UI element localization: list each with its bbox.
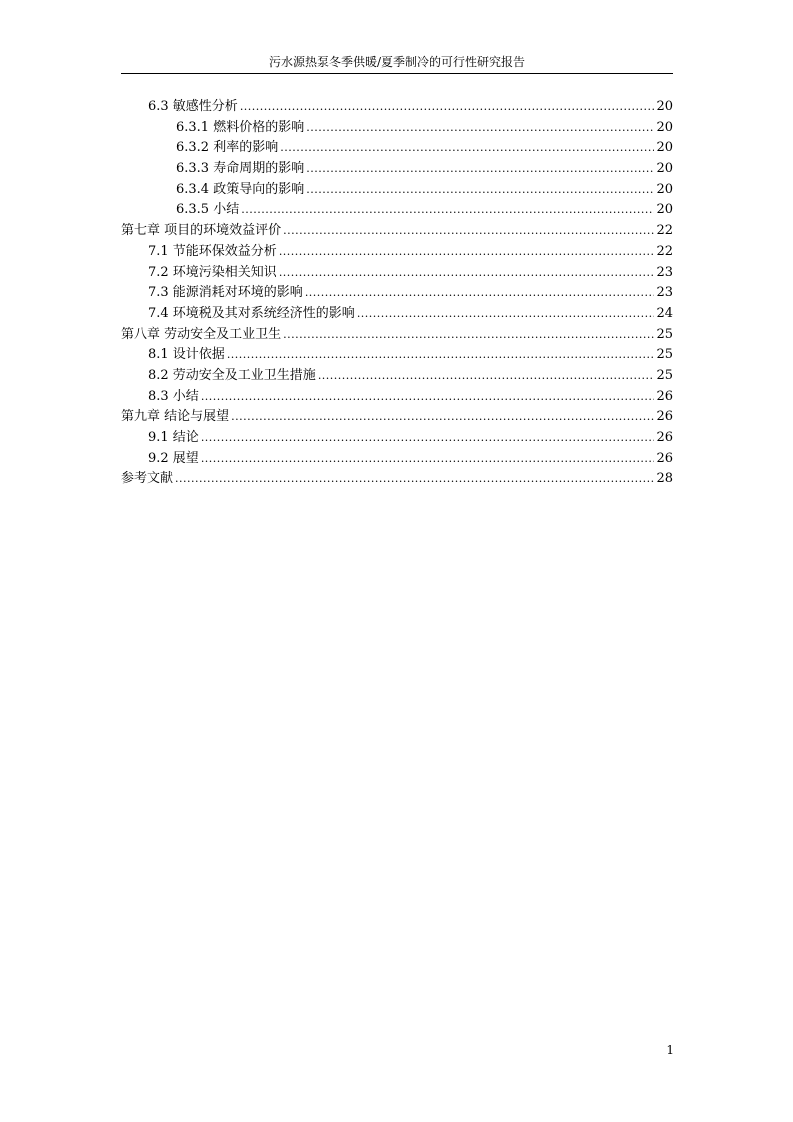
toc-entry-title: 7.4 环境税及其对系统经济性的影响 bbox=[148, 305, 355, 321]
toc-entry-page: 25 bbox=[656, 326, 673, 342]
toc-dot-leader bbox=[231, 407, 654, 428]
running-header: 污水源热泵冬季供暖/夏季制冷的可行性研究报告 bbox=[268, 55, 526, 69]
toc-entry[interactable] bbox=[121, 325, 673, 346]
toc-entry-page: 20 bbox=[656, 161, 673, 177]
table-of-contents bbox=[121, 97, 673, 490]
toc-entry-title: 7.3 能源消耗对环境的影响 bbox=[148, 285, 303, 301]
toc-entry[interactable] bbox=[121, 366, 673, 387]
toc-dot-leader bbox=[306, 159, 654, 180]
toc-entry-title: 8.2 劳动安全及工业卫生措施 bbox=[148, 367, 316, 383]
toc-entry[interactable] bbox=[121, 263, 673, 284]
toc-entry-title: 7.1 节能环保效益分析 bbox=[148, 243, 277, 259]
toc-entry[interactable] bbox=[121, 304, 673, 325]
toc-dot-leader bbox=[279, 242, 655, 263]
toc-entry-title: 6.3.2 利率的影响 bbox=[176, 140, 279, 156]
toc-dot-leader bbox=[283, 325, 654, 346]
toc-entry-title: 6.3 敏感性分析 bbox=[148, 99, 238, 114]
toc-dot-leader bbox=[283, 221, 654, 242]
toc-entry-page: 26 bbox=[656, 450, 673, 466]
toc-dot-leader bbox=[227, 345, 655, 366]
toc-entry[interactable] bbox=[121, 387, 673, 408]
toc-entry-page: 20 bbox=[656, 181, 673, 197]
toc-dot-leader bbox=[305, 283, 655, 304]
toc-entry[interactable] bbox=[121, 159, 673, 180]
toc-entry[interactable] bbox=[121, 428, 673, 449]
toc-entry[interactable] bbox=[121, 449, 673, 470]
toc-entry-title: 9.2 展望 bbox=[148, 450, 199, 466]
toc-entry-page: 26 bbox=[656, 409, 673, 425]
toc-entry-page: 25 bbox=[656, 367, 673, 383]
toc-dot-leader bbox=[240, 97, 655, 118]
toc-entry-title: 第九章 结论与展望 bbox=[121, 409, 230, 425]
toc-entry[interactable] bbox=[121, 200, 673, 221]
toc-entry-title: 第七章 项目的环境效益评价 bbox=[121, 223, 282, 239]
header-rule bbox=[121, 73, 673, 74]
toc-entry-page: 23 bbox=[656, 285, 673, 301]
toc-entry[interactable] bbox=[121, 407, 673, 428]
toc-dot-leader bbox=[280, 138, 654, 159]
toc-entry-title: 参考文献 bbox=[121, 471, 174, 487]
toc-entry-title: 8.1 设计依据 bbox=[148, 347, 225, 363]
toc-entry-page: 28 bbox=[656, 471, 673, 487]
toc-entry[interactable] bbox=[121, 180, 673, 201]
toc-entry-title: 第八章 劳动安全及工业卫生 bbox=[121, 326, 282, 342]
toc-entry[interactable] bbox=[121, 221, 673, 242]
toc-dot-leader bbox=[306, 118, 654, 139]
toc-entry-page: 20 bbox=[656, 119, 673, 135]
toc-entry[interactable] bbox=[121, 138, 673, 159]
toc-dot-leader bbox=[201, 387, 655, 408]
toc-entry-page: 24 bbox=[656, 305, 673, 321]
toc-entry-page: 25 bbox=[656, 347, 673, 363]
toc-entry-page: 22 bbox=[656, 243, 673, 259]
toc-dot-leader bbox=[279, 263, 655, 284]
toc-entry-title: 6.3.5 小结 bbox=[176, 202, 240, 218]
toc-dot-leader bbox=[175, 469, 654, 490]
toc-entry-title: 7.2 环境污染相关知识 bbox=[148, 264, 277, 280]
toc-entry-title: 6.3.1 燃料价格的影响 bbox=[176, 119, 305, 135]
toc-dot-leader bbox=[357, 304, 655, 325]
toc-entry-page: 20 bbox=[656, 140, 673, 156]
toc-entry-page: 26 bbox=[656, 388, 673, 404]
toc-dot-leader bbox=[306, 180, 654, 201]
toc-dot-leader bbox=[318, 366, 655, 387]
toc-dot-leader bbox=[241, 200, 654, 221]
toc-entry[interactable] bbox=[121, 345, 673, 366]
page-number: 1 bbox=[666, 1043, 674, 1057]
toc-entry[interactable] bbox=[121, 242, 673, 263]
toc-entry[interactable] bbox=[121, 283, 673, 304]
toc-entry-page: 20 bbox=[656, 202, 673, 218]
toc-entry-page: 22 bbox=[656, 223, 673, 239]
toc-dot-leader bbox=[201, 428, 655, 449]
toc-entry-title: 8.3 小结 bbox=[148, 388, 199, 404]
toc-entry-title: 9.1 结论 bbox=[148, 430, 199, 445]
toc-entry-title: 6.3.4 政策导向的影响 bbox=[176, 181, 305, 197]
toc-entry-page: 20 bbox=[656, 99, 673, 114]
toc-entry[interactable] bbox=[121, 118, 673, 139]
toc-entry[interactable] bbox=[121, 97, 673, 118]
toc-entry-page: 26 bbox=[656, 430, 673, 445]
toc-entry-title: 6.3.3 寿命周期的影响 bbox=[176, 161, 305, 177]
toc-dot-leader bbox=[201, 449, 655, 470]
toc-entry-page: 23 bbox=[656, 264, 673, 280]
toc-entry[interactable] bbox=[121, 469, 673, 490]
